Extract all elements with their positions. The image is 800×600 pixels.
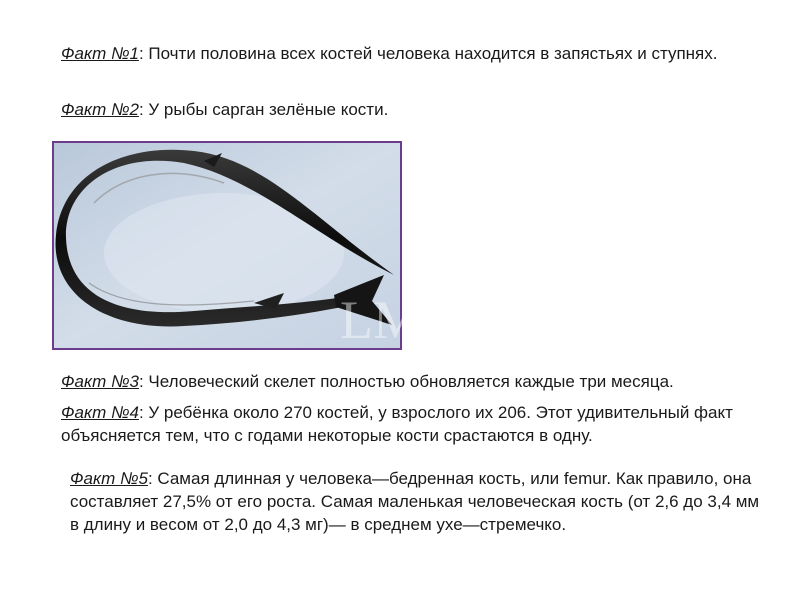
fact-5-label: Факт №5 bbox=[70, 469, 148, 488]
fact-3 bbox=[61, 370, 741, 393]
fact-4-label: Факт №4 bbox=[61, 403, 139, 422]
fact-5-text: : Самая длинная у человека—бедренная кость, или femur. Как правило, она составляет 27,5% от его роста. Самая маленькая человеческая кость (от 2,6 до 3,4 мм в длину и весом от 2,0 до 4,3 мг)— в среднем ухе—стремечко. bbox=[70, 469, 760, 534]
fact-2 bbox=[61, 98, 401, 121]
photo-watermark: LM bbox=[340, 290, 421, 350]
fact-3-label: Факт №3 bbox=[61, 372, 139, 391]
garfish-photo bbox=[52, 141, 421, 350]
fact-2-label: Факт №2 bbox=[61, 100, 139, 119]
fact-1-text: : Почти половина всех костей человека находится в запястьях и ступнях. bbox=[138, 44, 718, 63]
garfish-image bbox=[54, 143, 421, 350]
fact-4-text: : У ребёнка около 270 костей, у взрослого их 206. Этот удивительный факт объясняется тем, что с годами некоторые кости срастаются в одну. bbox=[61, 403, 733, 445]
fact-1 bbox=[61, 42, 761, 65]
fact-5 bbox=[70, 467, 760, 536]
fact-4 bbox=[61, 401, 751, 447]
fact-3-text: : Человеческий скелет полностью обновляется каждые три месяца. bbox=[138, 372, 674, 391]
fact-2-text: : У рыбы сарган зелёные кости. bbox=[138, 100, 389, 119]
fact-1-label: Факт №1 bbox=[61, 44, 139, 63]
